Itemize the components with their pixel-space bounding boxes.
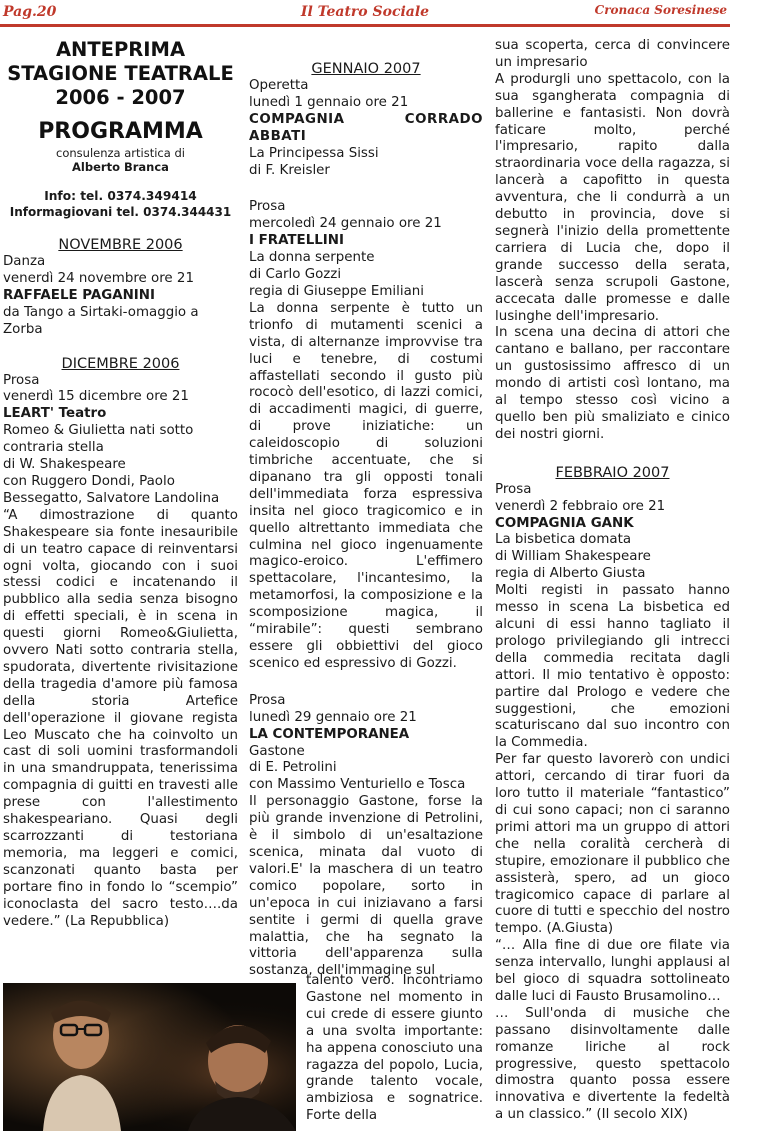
event-date: venerdì 2 febbraio ore 21 xyxy=(495,498,666,514)
event-author: di W. Shakespeare xyxy=(3,457,126,473)
informagiovani-phone: Informagiovani tel. 0374.344431 xyxy=(9,205,232,219)
event-show: La Principessa Sissi xyxy=(249,145,379,161)
event-author: di Carlo Gozzi xyxy=(249,267,342,283)
title-line-1: ANTEPRIMA xyxy=(55,38,186,61)
consulente-name: Alberto Branca xyxy=(72,160,169,174)
consulenza-label: consulenza artistica di xyxy=(56,146,185,160)
column-left xyxy=(3,38,238,930)
review-text: … Sull'onda di musiche che passano disinvoltamente dalle romanze liriche al rock progressive, questo spettacolo dimostra quanto possa essere innovativa e divertente la fedeltà a un classico.” (Il secolo XIX) xyxy=(495,1005,730,1123)
continued-text: A produrgli uno spettacolo, con la sua sgangherata compagnia di ballerine e fantasisti. Non dovrà faticare molto, perché l'impresario, rapito dalla straordinaria voce della ragazza, si lancerà a capofitto in questa avventura, che li condurrà a un debutto in provincia, dove si segnerà l'inizio della promettente carriera di Lucia che, dopo il grande successo della serata, lascerà senza scrupoli Gastone, accecata dalle promesse e dalle lusinghe dell'impresario. xyxy=(495,71,730,324)
page-header xyxy=(0,0,775,28)
header-rule xyxy=(0,24,730,27)
event-date: mercoledì 24 gennaio ore 21 xyxy=(249,216,442,232)
title-line-2: STAGIONE TEATRALE xyxy=(7,62,234,85)
title-line-3: 2006 - 2007 xyxy=(55,86,186,109)
event-description-wrap: talento vero. Incontriamo Gastone nel momento in cui crede di essere giunto a una svolta importante: ha appena conosciuto una ragazza del popolo, Lucia, grande talento vocale, ambiziosa e sognatrice. Forte della xyxy=(306,973,484,1124)
event-genre: Danza xyxy=(3,254,46,269)
event-genre: Prosa xyxy=(249,692,286,708)
column-right xyxy=(495,38,730,1124)
event-company: LA CONTEMPORANEA xyxy=(249,726,410,742)
section-title: Cronaca Soresinese xyxy=(594,3,727,17)
continued-text: sua scoperta, cerca di convincere un impresario xyxy=(495,38,730,70)
event-show: La donna serpente xyxy=(249,250,375,266)
page-number: Pag.20 xyxy=(3,4,57,20)
event-genre: Prosa xyxy=(3,372,40,388)
event-description: La donna serpente è tutto un trionfo di mutamenti scenici a vista, di alternanze improvvise tra luci e tenebre, di costumi affastellati secondo il gusto più rococò dell'esotico, di lazzi comici, di accadimenti magici, di guerre, di prove iniziatiche: un caleidoscopio di soluzioni timbriche accentuate, che si dipanano tra gli opposti tonali dell'immediata forza espressiva insita nel gioco tragicomico e in quello altrettanto immediata che culmina nel gioco ingenuamente magico-eroico. L'effimero spettacolare, l'incantesimo, la metamorfosi, la composizione e la scomposizione magica, il “mirabile”: questi sembrano essere gli obbiettivi del gioco scenico ed espressivo di Gozzi. xyxy=(249,300,483,671)
event-description: Molti registi in passato hanno messo in scena La bisbetica ed alcuni di essi hanno tagliato il prologo privilegiando gli intrecci della commedia recitata dagli attori. Il mio tentativo è opposto: partire dal Prologo e vedere che suggestioni, che emozioni scaturiscano dal suo incontro con la Commedia. xyxy=(495,583,730,751)
event-description: Il personaggio Gastone, forse la più grande invenzione di Petrolini, è il simbolo di un'esaltazione scenica, minata dal vuoto di valori.E' la maschera di un teatro comico popolare, sorto in un'epoca in cui iniziavano a farsi sentite i germi di quella grave malattia, che ha segnato la vittoria dell'apparenza sulla sostanza, dell'immagine sul xyxy=(249,794,483,979)
event-genre: Prosa xyxy=(495,481,532,497)
event-description: Per far questo lavorerò con undici attori, cercando di tirar fuori da loro tutto il materiale “fantastico” di cui sono capaci; non ci saranno primi attori ma un gruppo di attori che nella coralità cercherà di stupire, emozionare il pubblico che assisterà, spero, ad un gioco tragicomico capace di parlare al cuore di tutti e specchio del nostro tempo. (A.Giusta) xyxy=(495,752,730,937)
event-show: Romeo & Giulietta nati sotto contraria stella xyxy=(3,423,194,456)
event-show: da Tango a Sirtaki-omaggio a Zorba xyxy=(3,304,199,337)
review-text: “… Alla fine di due ore filate via senza intervallo, lunghi applausi al bel gioco di squadra sottolineato dalle luci di Fausto Brusamolino… xyxy=(495,938,730,1004)
continued-text: In scena una decina di attori che cantano e ballano, per raccontare un gustosissimo affresco di un mondo di artisti così lontano, ma al tempo stesso così vicino a quello ben più smaliziato e cinico dei nostri giorni. xyxy=(495,325,730,442)
event-show: La bisbetica domata xyxy=(495,532,632,548)
event-artist: RAFFAELE PAGANINI xyxy=(3,287,155,303)
event-date: lunedì 1 gennaio ore 21 xyxy=(249,94,409,110)
event-company: COMPAGNIA GANK xyxy=(495,515,634,531)
event-show: Gastone xyxy=(249,743,305,759)
month-header-november: NOVEMBRE 2006 xyxy=(58,237,183,253)
stage-photo xyxy=(3,983,296,1131)
event-date: venerdì 24 novembre ore 21 xyxy=(3,270,194,286)
event-date: lunedì 29 gennaio ore 21 xyxy=(249,709,417,725)
event-date: venerdì 15 dicembre ore 21 xyxy=(3,389,189,405)
event-director: regia di Giuseppe Emiliani xyxy=(249,283,424,299)
event-cast: con Ruggero Dondi, Paolo Bessegatto, Salvatore Landolina xyxy=(3,473,220,506)
event-company: COMPAGNIA CORRADO ABBATI xyxy=(249,111,483,144)
season-title-block xyxy=(3,38,238,174)
review-text: “A dimostrazione di quanto Shakespeare sia fonte inesauribile di un teatro capace di reinventarsi ogni volta, giocando con i suoi stessi codici e incatenando il pubblico alla sedia senza bisogno di effetti speciali, è in scena in questi giorni Romeo&Giulietta, ovvero Nati sotto contraria stella, spudorata, divertente rivisitazione della tragedia d'amore più famosa della storia Artefice dell'operazione il giovane regista Leo Muscato che ha coinvolto un cast di soli uomini trasformandoli in una smandruppata, tenerissima compagnia di guitti en travesti alle prese con l'allestimento shakespeariano. Quasi degli scarrozzanti di testoriana memoria, ma leggeri e comici, scanzonati quanto basta per portare fino in fondo lo “scempio” iconoclasta del sacro testo….da vedere.” (La Repubblica) xyxy=(3,507,238,929)
month-header-january: GENNAIO 2007 xyxy=(311,61,421,77)
programma-heading: PROGRAMMA xyxy=(38,119,203,144)
event-director: regia di Alberto Giusta xyxy=(495,566,646,582)
month-header-december: DICEMBRE 2006 xyxy=(61,355,180,372)
event-genre: Prosa xyxy=(249,199,286,215)
actors-photo-illustration xyxy=(3,983,296,1131)
month-header-february: FEBBRAIO 2007 xyxy=(555,464,670,481)
info-phone: Info: tel. 0374.349414 xyxy=(44,189,197,203)
event-author: di F. Kreisler xyxy=(249,162,330,178)
event-author: di E. Petrolini xyxy=(249,760,337,776)
magazine-title: Il Teatro Sociale xyxy=(300,4,430,20)
column-middle xyxy=(249,60,483,980)
event-genre: Operetta xyxy=(249,78,309,93)
event-author: di William Shakespeare xyxy=(495,549,651,565)
event-company: LEART' Teatro xyxy=(3,406,107,422)
event-cast: con Massimo Venturiello e Tosca xyxy=(249,777,466,793)
event-company: I FRATELLINI xyxy=(249,233,344,249)
